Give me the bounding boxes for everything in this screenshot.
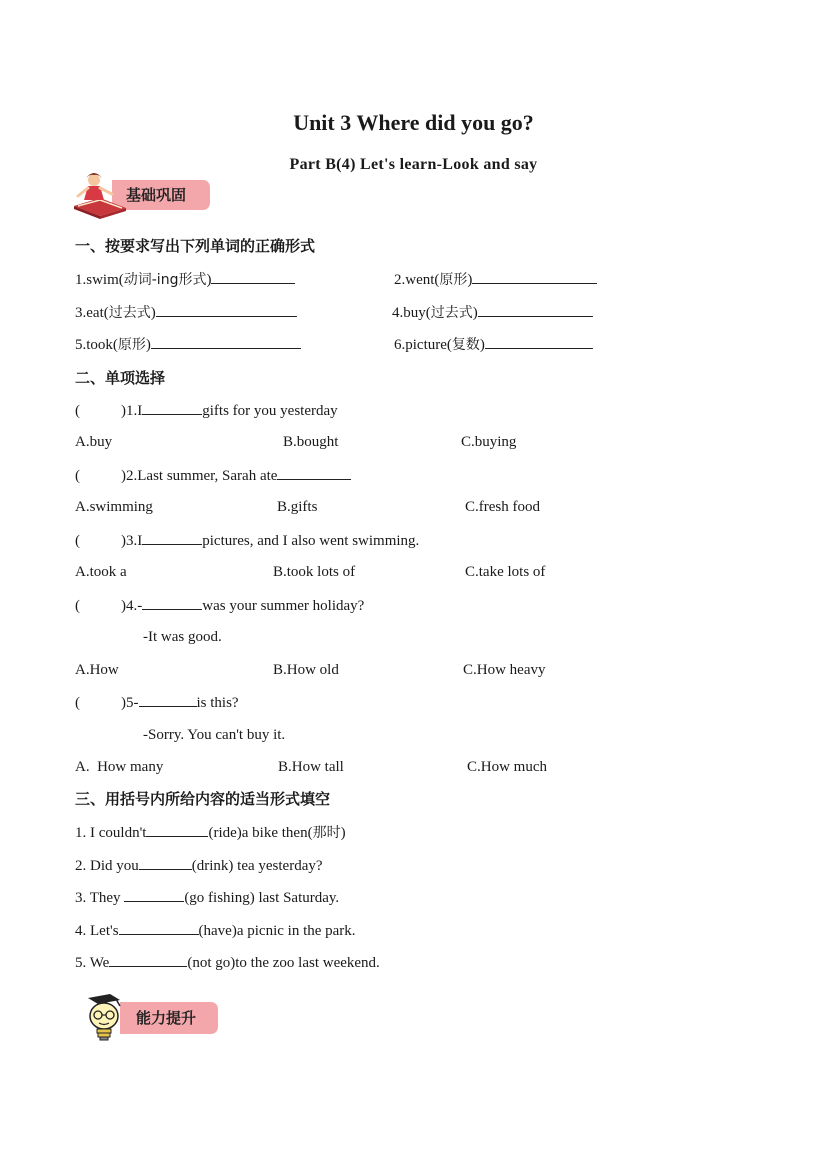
fill-item-1: 1. I couldn't (ride)a bike then(那时) — [75, 822, 346, 843]
option-2a[interactable]: A.swimming — [75, 499, 153, 515]
answer-blank[interactable] — [485, 334, 593, 349]
reply-5: -Sorry. You can't buy it. — [143, 727, 286, 743]
option-1c[interactable]: C.buying — [461, 434, 517, 450]
answer-blank[interactable] — [139, 855, 192, 870]
word-item-4: 4.buy(过去式) — [392, 302, 593, 323]
option-5c[interactable]: C.How much — [467, 759, 547, 775]
page-subtitle: Part B(4) Let's learn-Look and say — [289, 156, 538, 173]
option-3c[interactable]: C.take lots of — [465, 564, 546, 580]
answer-blank[interactable] — [146, 822, 208, 837]
fill-item-2: 2. Did you (drink) tea yesterday? — [75, 855, 323, 876]
section1-heading: 一、按要求写出下列单词的正确形式 — [75, 237, 316, 255]
option-4b[interactable]: B.How old — [273, 662, 339, 678]
answer-blank[interactable] — [142, 400, 202, 415]
word-item-3: 3.eat(过去式) — [75, 302, 297, 323]
answer-blank[interactable] — [142, 530, 202, 545]
question-3: ( )3.I pictures, and I also went swimming. — [75, 530, 419, 551]
word-item-5: 5.took(原形) — [75, 334, 301, 355]
word-item-6: 6.picture(复数) — [394, 334, 593, 355]
question-5: ( )5- is this? — [75, 692, 239, 713]
question-2: ( )2.Last summer, Sarah ate — [75, 465, 351, 486]
option-5b[interactable]: B.How tall — [278, 759, 344, 775]
fill-item-5: 5. We (not go)to the zoo last weekend. — [75, 952, 380, 973]
option-5a[interactable]: A. How many — [75, 759, 164, 775]
lightbulb-icon — [80, 992, 132, 1044]
fill-item-3: 3. They (go fishing) last Saturday. — [75, 887, 339, 908]
girl-on-book-icon — [70, 170, 132, 220]
option-3a[interactable]: A.took a — [75, 564, 127, 580]
question-1: ( )1.I gifts for you yesterday — [75, 400, 338, 421]
basic-banner-label: 基础巩固 — [126, 186, 187, 204]
question-4: ( )4.- was your summer holiday? — [75, 595, 364, 616]
advanced-banner-label: 能力提升 — [136, 1009, 197, 1027]
option-4a[interactable]: A.How — [75, 662, 119, 678]
answer-blank[interactable] — [277, 465, 351, 480]
answer-blank[interactable] — [472, 269, 597, 284]
section2-heading: 二、单项选择 — [75, 369, 166, 387]
option-1a[interactable]: A.buy — [75, 434, 113, 450]
option-2b[interactable]: B.gifts — [277, 499, 318, 515]
answer-blank[interactable] — [139, 692, 197, 707]
word-item-2: 2.went(原形) — [394, 269, 597, 290]
word-item-1: 1.swim(动词-ing形式) — [75, 269, 295, 290]
answer-blank[interactable] — [156, 302, 297, 317]
page-title: Unit 3 Where did you go? — [293, 110, 534, 135]
answer-blank[interactable] — [124, 887, 184, 902]
answer-blank[interactable] — [211, 269, 295, 284]
section3-heading: 三、用括号内所给内容的适当形式填空 — [75, 790, 331, 808]
option-1b[interactable]: B.bought — [283, 434, 339, 450]
option-4c[interactable]: C.How heavy — [463, 662, 546, 678]
option-3b[interactable]: B.took lots of — [273, 564, 356, 580]
fill-item-4: 4. Let's (have)a picnic in the park. — [75, 920, 356, 941]
basic-banner — [70, 170, 215, 220]
reply-4: -It was good. — [143, 629, 222, 645]
answer-blank[interactable] — [109, 952, 187, 967]
answer-blank[interactable] — [119, 920, 199, 935]
option-2c[interactable]: C.fresh food — [465, 499, 540, 515]
answer-blank[interactable] — [142, 595, 202, 610]
answer-blank[interactable] — [151, 334, 301, 349]
answer-blank[interactable] — [478, 302, 593, 317]
